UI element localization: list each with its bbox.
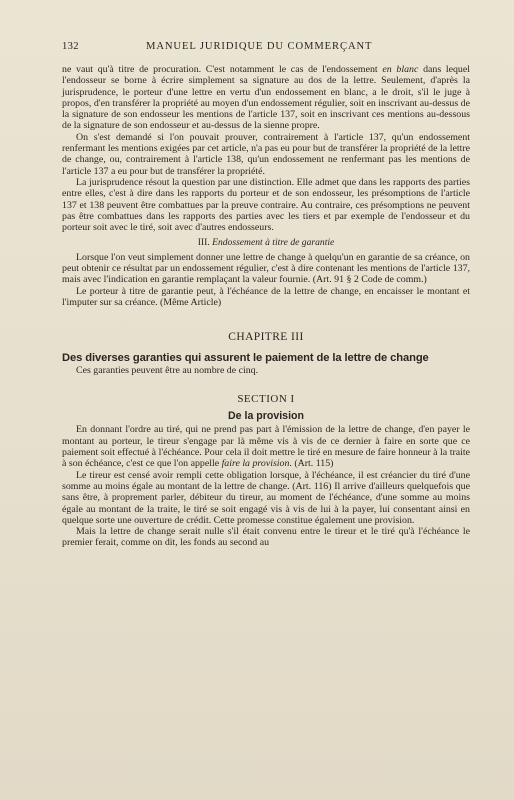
section-title: De la provision <box>228 410 304 423</box>
paragraph-jurisprudence: La jurisprudence résout la question par une distinction. Elle admet que dans les rapports des parties entre elles, c'est à dire dans les rapports du porteur et de son endosseur, les présomptions de l'article 137 et 138 peuvent être combattues par la preuve contraire. Au contraire, ces présomptions ne peuvent pas être combattues dans les rapports des parties avec les tiers et par exemple de l'endosseur et du porteur soit avec le tiré, soit avec d'autres endosseurs. <box>62 176 470 234</box>
page-number: 132 <box>62 41 79 52</box>
paragraph-provision: En donnant l'ordre au tiré, qui ne prend pas part à l'émission de la lettre de change, d'en payer le montant au porteur, le tireur s'engage par là même vis à vis de ce dernier à faire en sorte que ce paiement soit effectué à l'échéance. Pour cela il doit mettre le tiré en mesure de faire honneur à la traite à son échéance, c'est ce que l'on appelle faire la provision. (Art. 115) <box>62 424 470 470</box>
paragraph-garantie: Lorsque l'on veut simplement donner une lettre de change à quelqu'un en garantie de sa créance, on peut obtenir ce résultat par un endossement régulier, c'est à dire contenant les mentions de l'article 137, mais avec l'indication en garantie remplaçant la valeur fournie. (Art. 91 § 2 Code de comm.) <box>62 251 470 286</box>
emphasis-en-blanc: en blanc <box>382 64 419 75</box>
running-title: MANUEL JURIDIQUE DU COMMERÇANT <box>146 41 373 52</box>
subheading-endossement-garantie: III. Endossement à titre de garantie <box>197 237 335 249</box>
section-heading: SECTION I <box>237 392 295 405</box>
chapter-title: Des diverses garanties qui assurent le paiement de la lettre de change <box>62 351 429 364</box>
paragraph-obligation: Le tireur est censé avoir rempli cette obligation lorsque, à l'échéance, il est créancier du tiré d'une somme au moins égale au montant de la lettre de change. (Art. 116) Il arrive d'ailleurs quelquefois que sans être, à proprement parler, débiteur du tireur, au moment de l'échéance, d'une somme au moins égale au montant de la traite, le tiré se soit engagé vis à vis de lui à la payer, lui consentant ainsi en quelque sorte une ouverture de crédit. Cette promesse constitue également une provision. <box>62 469 470 526</box>
emphasis-faire-provision: faire la provision <box>221 458 290 470</box>
chapter-heading: CHAPITRE III <box>228 331 304 344</box>
paragraph-porteur-garantie: Le porteur à titre de garantie peut, à l'échéance de la lettre de change, en encaisser le montant et l'imputer sur sa créance. (Même Article) <box>62 285 470 308</box>
paragraph-endossement-blanc: ne vaut qu'à titre de procuration. C'est notamment le cas de l'endossement en blanc dans lequel l'endosseur se borne à écrire simplement sa signature au dos de la lettre. Seulement, d'après la jurisprudence, le porteur d'une lettre en vertu d'un endossement en blanc, a le droit, s'il le juge à propos, d'en transférer la propriété au moyen d'un endossement régulier, soit en inscrivant au-dessus de la signature de son endosseur les mentions de l'article 137, soit en inscrivant ces mentions au-dessous de la signature de son endosseur et au-dessus de la sienne propre. <box>62 64 470 132</box>
paragraph-question-preuve: On s'est demandé si l'on pouvait prouver, contrairement à l'article 137, qu'un endossement renfermant les mentions exigées par cet article, n'a pas eu pour but de transférer la propriété de la lettre de change, ou, contrairement à l'article 138, qu'un endossement ne renfermant pas les mentions de l'article 137 a eu pour but de transférer la propriété. <box>62 131 470 177</box>
page-body <box>62 64 470 549</box>
chapter-intro: Ces garanties peuvent être au nombre de cinq. <box>76 364 259 376</box>
paragraph-nullite: Mais la lettre de change serait nulle s'il était convenu entre le tireur et le tiré qu'à l'échéance le premier ferait, comme on dit, les fonds au second au <box>62 526 470 549</box>
page-header <box>62 41 470 57</box>
